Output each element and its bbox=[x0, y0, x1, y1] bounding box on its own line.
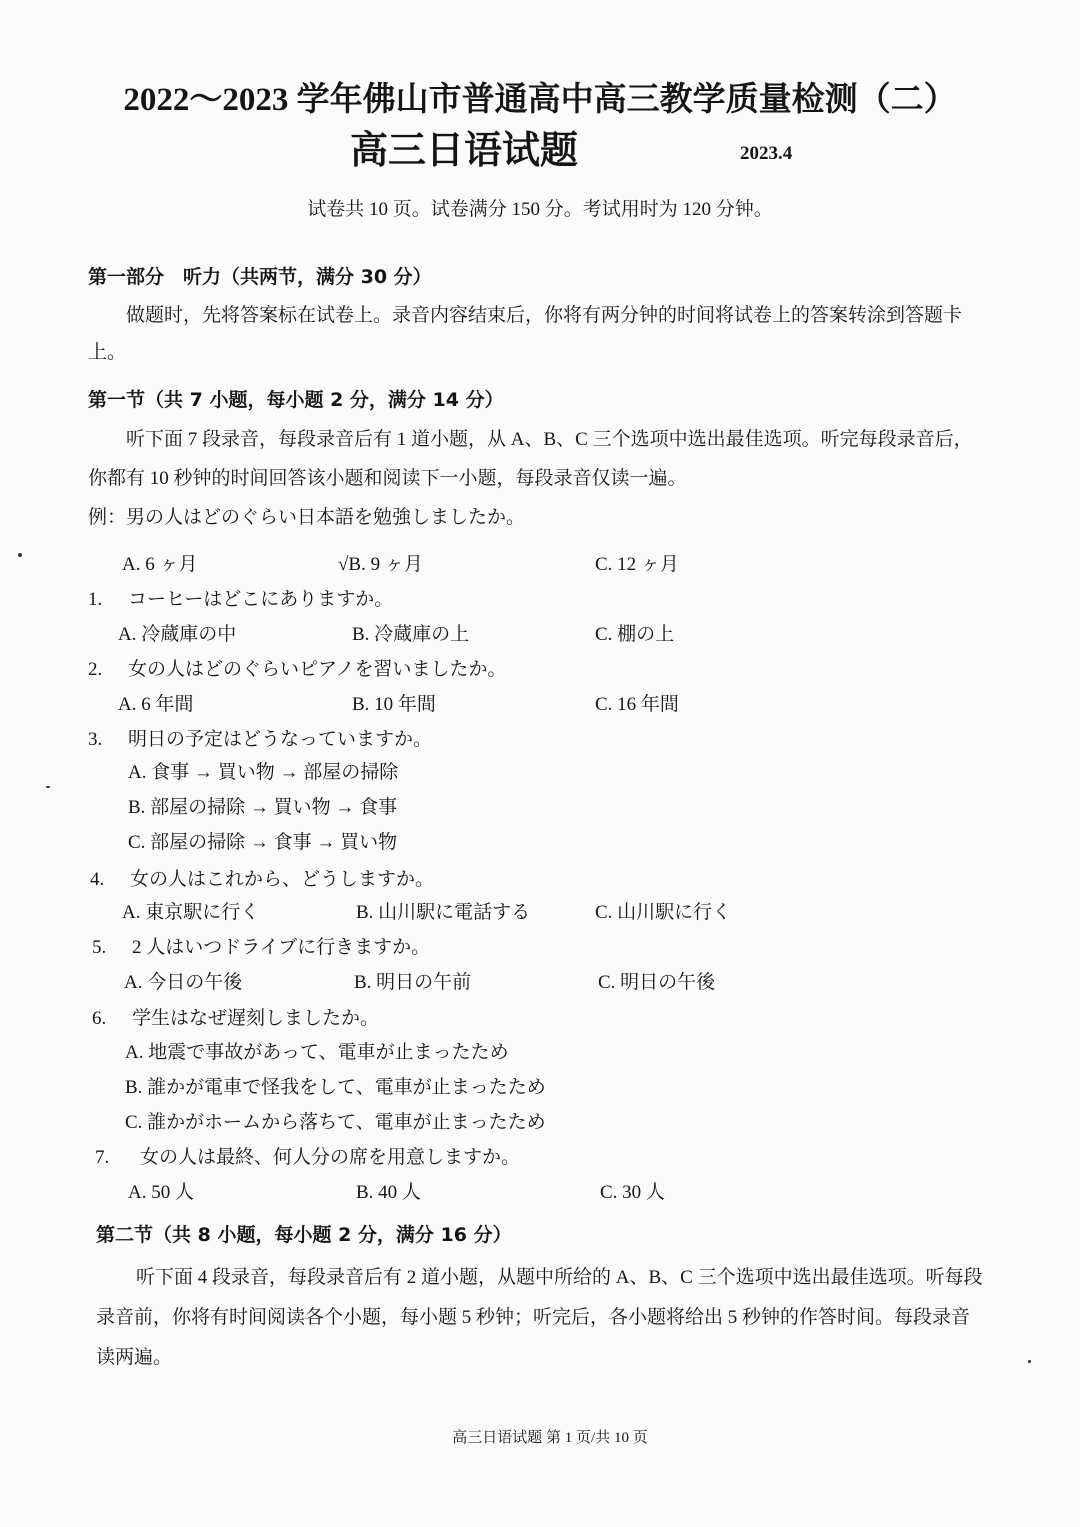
part1-heading: 第一部分 听力（共两节，满分 30 分） bbox=[88, 266, 432, 288]
question-number: 6. bbox=[92, 1008, 107, 1029]
option: C. 16 年間 bbox=[595, 694, 679, 715]
question-text: コーヒーはどこにありますか。 bbox=[128, 589, 394, 610]
question-number: 3. bbox=[88, 729, 103, 750]
question-text: 女の人は最終、何人分の席を用意しますか。 bbox=[140, 1147, 521, 1168]
option: C. 山川駅に行く bbox=[595, 902, 732, 923]
question-text: 学生はなぜ遅刻しましたか。 bbox=[132, 1008, 380, 1029]
question-number: 4. bbox=[90, 869, 105, 890]
option: B. 部屋の掃除 → 買い物 → 食事 bbox=[128, 797, 398, 818]
exam-subtitle: 高三日语试题 bbox=[350, 128, 579, 172]
question-text: 女の人はこれから、どうしますか。 bbox=[130, 869, 435, 890]
option: A. 冷蔵庫の中 bbox=[118, 624, 237, 645]
page-footer: 高三日语试题 第 1 页/共 10 页 bbox=[452, 1430, 648, 1446]
option: A. 食事 → 買い物 → 部屋の掃除 bbox=[128, 762, 399, 783]
section1-heading: 第一节（共 7 小题，每小题 2 分，满分 14 分） bbox=[88, 389, 504, 411]
section2-instruction: 录音前，你将有时间阅读各个小题，每小题 5 秒钟；听完后，各小题将给出 5 秒钟的作答时间。每段录音 bbox=[96, 1307, 971, 1328]
scan-speck bbox=[1028, 1360, 1031, 1363]
option: B. 誰かが電車で怪我をして、電車が止まったため bbox=[125, 1077, 546, 1098]
option: A. 今日の午後 bbox=[124, 972, 243, 993]
option: B. 明日の午前 bbox=[354, 972, 472, 993]
exam-info: 试卷共 10 页。试卷满分 150 分。考试用时为 120 分钟。 bbox=[307, 199, 773, 220]
option: C. 明日の午後 bbox=[598, 972, 716, 993]
question-number: 2. bbox=[88, 659, 103, 680]
option: B. 40 人 bbox=[356, 1182, 421, 1203]
scan-speck bbox=[18, 553, 22, 557]
section1-instruction: 听下面 7 段录音，每段录音后有 1 道小题，从 A、B、C 三个选项中选出最佳选项。听完每段录音后， bbox=[126, 429, 973, 450]
part1-instruction: 做题时，先将答案标在试卷上。录音内容结束后，你将有两分钟的时间将试卷上的答案转涂到答题卡 bbox=[126, 305, 963, 326]
section2-instruction: 读两遍。 bbox=[96, 1347, 173, 1368]
section2-heading: 第二节（共 8 小题，每小题 2 分，满分 16 分） bbox=[96, 1224, 512, 1246]
example-option-answer: √B. 9 ヶ月 bbox=[338, 554, 423, 575]
question-text: 女の人はどのぐらいピアノを習いましたか。 bbox=[128, 659, 507, 680]
option: A. 地震で事故があって、電車が止まったため bbox=[125, 1042, 509, 1063]
option: A. 50 人 bbox=[128, 1182, 194, 1203]
part1-instruction: 上。 bbox=[88, 342, 127, 363]
scan-speck bbox=[46, 786, 50, 788]
question-number: 7. bbox=[95, 1147, 110, 1168]
exam-date: 2023.4 bbox=[740, 143, 793, 164]
option: B. 10 年間 bbox=[352, 694, 436, 715]
question-text: 明日の予定はどうなっていますか。 bbox=[128, 729, 433, 750]
example-option: C. 12 ヶ月 bbox=[595, 554, 679, 575]
option: C. 30 人 bbox=[600, 1182, 665, 1203]
exam-title: 2022～2023 学年佛山市普通高中高三教学质量检测（二） bbox=[123, 82, 957, 118]
option: B. 山川駅に電話する bbox=[356, 902, 531, 923]
example-option: A. 6 ヶ月 bbox=[122, 554, 198, 575]
option: B. 冷蔵庫の上 bbox=[352, 624, 470, 645]
option: C. 部屋の掃除 → 食事 → 買い物 bbox=[128, 832, 398, 853]
question-number: 1. bbox=[88, 589, 103, 610]
example-question: 例：男の人はどのぐらい日本語を勉強しましたか。 bbox=[88, 507, 526, 528]
section1-instruction: 你都有 10 秒钟的时间回答该小题和阅读下一小题，每段录音仅读一遍。 bbox=[88, 468, 687, 489]
option: A. 6 年間 bbox=[118, 694, 194, 715]
option: C. 棚の上 bbox=[595, 624, 675, 645]
option: A. 東京駅に行く bbox=[122, 902, 260, 923]
question-text: 2 人はいつドライブに行きますか。 bbox=[132, 937, 431, 958]
option: C. 誰かがホームから落ちて、電車が止まったため bbox=[125, 1112, 546, 1133]
question-number: 5. bbox=[92, 937, 107, 958]
section2-instruction: 听下面 4 段录音，每段录音后有 2 道小题，从题中所给的 A、B、C 三个选项中选出最佳选项。听每段 bbox=[136, 1267, 983, 1288]
